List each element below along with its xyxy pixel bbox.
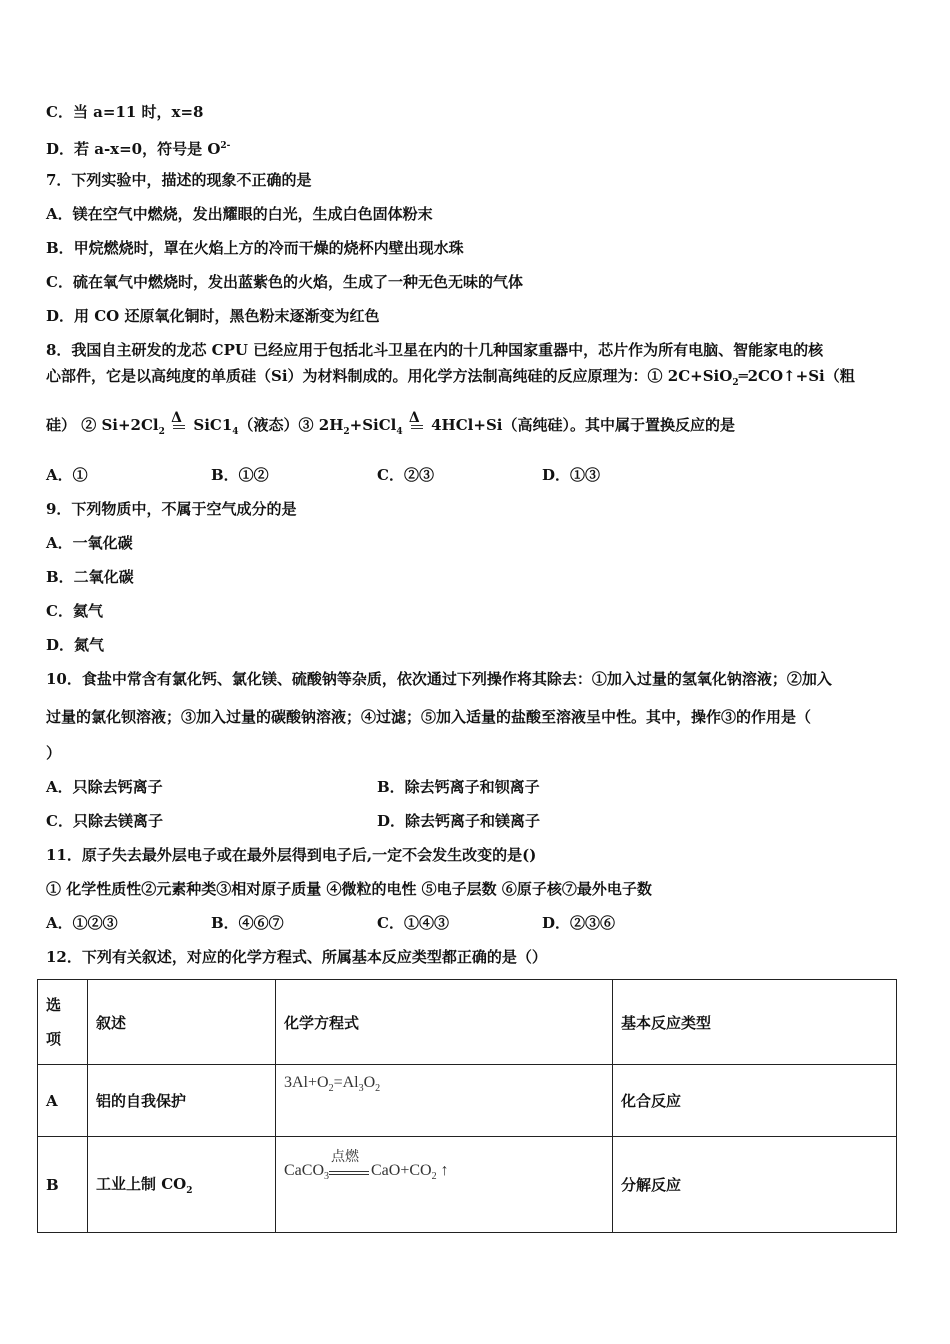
header-reaction-type: 基本反应类型 bbox=[613, 980, 897, 1065]
header-description: 叙述 bbox=[88, 980, 276, 1065]
q8-option-a: A．① bbox=[46, 466, 88, 484]
q8-option-b: B．①② bbox=[211, 466, 269, 484]
q8-line3-sub1: 2 bbox=[158, 427, 165, 437]
q11-option-d: D．②③⑥ bbox=[542, 914, 616, 932]
delta-symbol-1: Δ bbox=[171, 410, 182, 426]
q10-option-b: B．除去钙离子和钡离子 bbox=[377, 778, 540, 796]
q8-stem-line2 bbox=[46, 366, 855, 393]
header-option-line1: 选 bbox=[46, 996, 62, 1014]
row-a-description: 铝的自我保护 bbox=[88, 1065, 276, 1137]
q8-line2-sub: 2 bbox=[732, 378, 739, 388]
header-equation: 化学方程式 bbox=[276, 980, 613, 1065]
row-a-equation-text bbox=[284, 1074, 381, 1095]
q7-option-d: D．用 CO 还原氧化铜时，黑色粉末逐渐变为红色 bbox=[46, 307, 380, 325]
gas-arrow-icon: ↑ bbox=[440, 1162, 449, 1179]
delta-symbol-2: Δ bbox=[408, 410, 420, 426]
q11-option-a: A．①②③ bbox=[46, 914, 118, 932]
q8-option-c: C．②③ bbox=[377, 466, 434, 484]
row-b-eq-part1: CaCO bbox=[284, 1162, 324, 1179]
row-a-eq-sub3: 2 bbox=[375, 1083, 381, 1095]
q8-line3-sub2: 4 bbox=[232, 427, 239, 437]
q8-stem-line1: 8．我国自主研发的龙芯 CPU 已经应用于包括北斗卫星在内的十几种国家重器中，芯片作为所有电脑、智能家电的核 bbox=[46, 341, 824, 359]
q8-line2-a: 心部件，它是以高纯度的单质硅（Si）为材料制成的。用化学方法制高纯硅的反应原理为：① 2C+SiO bbox=[46, 367, 733, 385]
q7-option-b: B．甲烷燃烧时，罩在火焰上方的冷而干燥的烧杯内壁出现水珠 bbox=[46, 239, 464, 257]
q7-stem: 7．下列实验中，描述的现象不正确的是 bbox=[46, 171, 312, 189]
q9-option-b: B．二氧化碳 bbox=[46, 568, 134, 586]
row-b-eq-sub2: 2 bbox=[431, 1171, 437, 1183]
q8-line3-b: SiC1 bbox=[193, 416, 233, 434]
q8-option-d: D．①③ bbox=[542, 466, 601, 484]
q10-option-d: D．除去钙离子和镁离子 bbox=[377, 812, 541, 830]
q8-line3-c: （液态）③ 2H bbox=[238, 416, 344, 434]
row-b-reaction-type: 分解反应 bbox=[613, 1137, 897, 1233]
table-row bbox=[38, 1137, 897, 1233]
q7-option-c: C．硫在氧气中燃烧时，发出蓝紫色的火焰，生成了一种无色无味的气体 bbox=[46, 273, 523, 291]
row-b-description bbox=[88, 1137, 276, 1233]
q8-line3-sub3: 2 bbox=[343, 427, 350, 437]
row-a-equation bbox=[276, 1065, 613, 1137]
q10-stem-line3: ） bbox=[46, 744, 62, 762]
table-row bbox=[38, 1065, 897, 1137]
q9-option-a: A．一氧化碳 bbox=[46, 534, 133, 552]
condition-bar bbox=[329, 1171, 369, 1175]
q8-line2-b: ═2CO↑+Si（粗 bbox=[738, 367, 855, 385]
q10-stem-line2: 过量的氯化钡溶液；③加入过量的碳酸钠溶液；④过滤；⑤加入适量的盐酸至溶液呈中性。其中，操作③的作用是（ bbox=[46, 708, 812, 726]
row-b-eq-sub1: 3 bbox=[324, 1171, 329, 1183]
q10-stem-line1: 10．食盐中常含有氯化钙、氯化镁、硫酸钠等杂质，依次通过下列操作将其除去：①加入过量的氢氧化钠溶液；②加入 bbox=[46, 670, 832, 688]
q6-option-d-text: D．若 a-x=0，符号是 O bbox=[46, 140, 221, 158]
q11-items: ① 化学性质性②元素种类③相对原子质量 ④微粒的电性 ⑤电子层数 ⑥原子核⑦最外电子数 bbox=[46, 880, 652, 898]
row-a-eq-part2: =Al bbox=[333, 1074, 359, 1091]
ignition-condition bbox=[329, 1149, 371, 1178]
row-b-desc-text: 工业上制 CO bbox=[96, 1175, 187, 1193]
row-a-reaction-type: 化合反应 bbox=[613, 1065, 897, 1137]
q10-option-c: C．只除去镁离子 bbox=[46, 812, 163, 830]
equals-bar-2 bbox=[411, 425, 423, 429]
q12-table bbox=[37, 979, 897, 1233]
row-b-option: B bbox=[38, 1137, 88, 1233]
q8-line3-a: 硅） ② Si+2Cl bbox=[46, 416, 159, 434]
q6-option-d-charge: 2- bbox=[220, 141, 231, 151]
header-option bbox=[38, 980, 88, 1065]
q6-option-c: C．当 a=11 时，x=8 bbox=[46, 103, 204, 121]
q8-line3-d: +SiCl bbox=[349, 416, 397, 434]
table-header-row bbox=[38, 980, 897, 1065]
q12-stem: 12．下列有关叙述，对应的化学方程式、所属基本反应类型都正确的是（） bbox=[46, 948, 547, 966]
row-b-equation-text bbox=[284, 1149, 449, 1183]
row-b-equation bbox=[276, 1137, 613, 1233]
q9-stem: 9．下列物质中，不属于空气成分的是 bbox=[46, 500, 297, 518]
q10-option-a: A．只除去钙离子 bbox=[46, 778, 163, 796]
row-b-eq-part2: CaO+CO bbox=[371, 1162, 432, 1179]
equals-bar-1 bbox=[173, 425, 185, 429]
q8-line3-e: 4HCl+Si（高纯硅）。其中属于置换反应的是 bbox=[431, 416, 735, 434]
ignition-label: 点燃 bbox=[331, 1149, 359, 1166]
row-a-option: A bbox=[38, 1065, 88, 1137]
row-a-eq-part3: O bbox=[363, 1074, 376, 1091]
q6-option-d bbox=[46, 136, 230, 159]
q9-option-c: C．氦气 bbox=[46, 602, 103, 620]
header-option-line2: 项 bbox=[46, 1030, 62, 1048]
q11-stem: 11．原子失去最外层电子或在最外层得到电子后,一定不会发生改变的是() bbox=[46, 846, 537, 864]
row-a-eq-part1: 3Al+O bbox=[284, 1074, 329, 1091]
row-a-eq-sub1: 2 bbox=[328, 1083, 334, 1095]
q11-option-c: C．①④③ bbox=[377, 914, 449, 932]
q8-stem-line3 bbox=[46, 410, 735, 442]
row-a-eq-sub2: 3 bbox=[358, 1083, 364, 1095]
q8-line3-sub4: 4 bbox=[396, 427, 403, 437]
q11-option-b: B．④⑥⑦ bbox=[211, 914, 284, 932]
row-b-desc-sub: 2 bbox=[186, 1186, 193, 1196]
q7-option-a: A．镁在空气中燃烧，发出耀眼的白光，生成白色固体粉末 bbox=[46, 205, 433, 223]
q9-option-d: D．氮气 bbox=[46, 636, 105, 654]
